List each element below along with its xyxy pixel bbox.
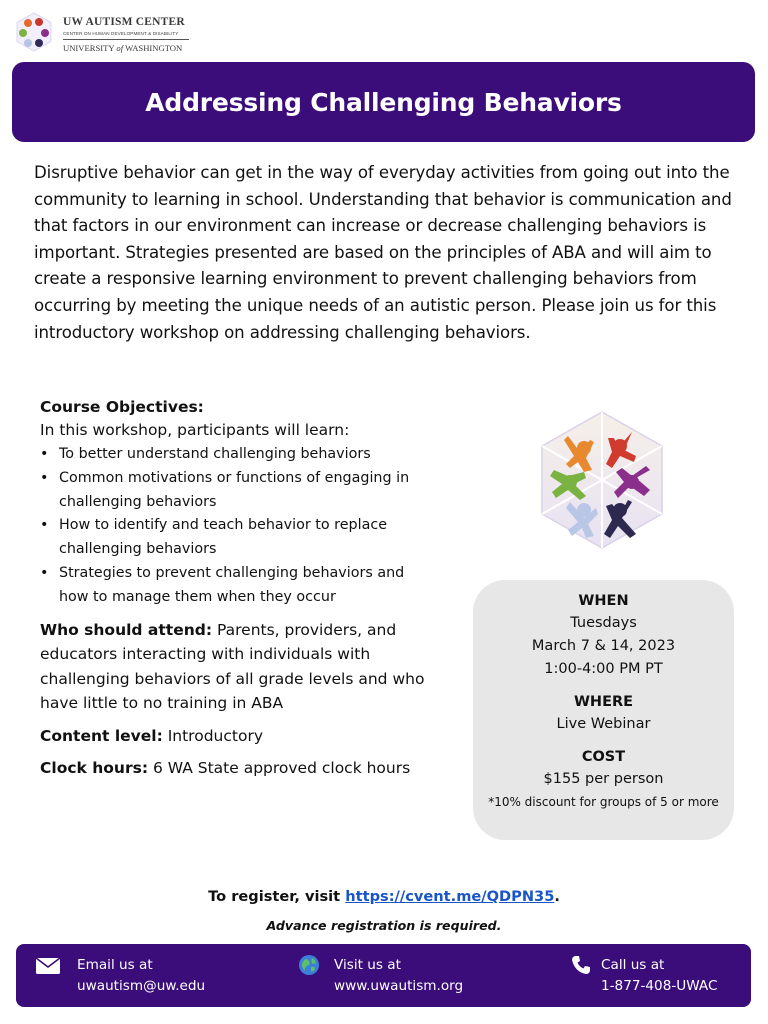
logo-university: UNIVERSITY of WASHINGTON (63, 43, 183, 53)
cost-note: *10% discount for groups of 5 or more (488, 795, 719, 809)
uw-autism-center-logo (14, 10, 184, 54)
hexagon-logo-icon (540, 410, 664, 550)
clock-hours: Clock hours: 6 WA State approved clock hours (40, 759, 411, 778)
globe-icon (298, 954, 320, 976)
course-info (40, 398, 430, 789)
email-icon (35, 957, 61, 975)
objectives-heading: Course Objectives: (40, 398, 204, 416)
when-day: Tuesdays (570, 615, 637, 631)
phone-icon (571, 955, 591, 975)
email-value[interactable]: uwautism@uw.edu (77, 978, 206, 994)
cost-heading: COST (581, 749, 626, 765)
intro-paragraph: Disruptive behavior can get in the way of everyday activities from going out into the community to learning in school. Understanding that behavior is communication and that factors in our environment can increase or decrease challenging behaviors is important. Strategies presented are based on the principles of ABA and will aim to create a responsive learning environment to prevent challenging behaviors from occurring by meeting the unique needs of an autistic person. Please join us for this introductory workshop on addressing challenging behaviors. (34, 163, 732, 342)
web-contact[interactable] (334, 955, 463, 997)
event-details-card (473, 580, 734, 840)
register-link[interactable]: https://cvent.me/QDPN35 (345, 888, 555, 905)
when-heading: WHEN (578, 593, 629, 609)
content-level: Content level: Introductory (40, 726, 263, 745)
when-dates: March 7 & 14, 2023 (531, 638, 676, 654)
list-item: • To better understand challenging behaviors (40, 443, 430, 467)
page-title: Addressing Challenging Behaviors (145, 87, 622, 117)
hexagon-logo-icon (14, 12, 54, 52)
list-item: • How to identify and teach behavior to replace challenging behaviors (40, 514, 430, 562)
where-heading: WHERE (573, 694, 634, 710)
phone-label: Call us at (601, 957, 665, 973)
who-should-attend: Who should attend: Parents, providers, and educators interacting with individuals with challenging behaviors of all grade levels and who have little to no training in ABA (40, 620, 425, 713)
phone-contact[interactable] (601, 955, 717, 997)
registration-note: Advance registration is required. (266, 918, 502, 933)
email-contact[interactable] (77, 955, 205, 997)
cost-value: $155 per person (543, 771, 664, 787)
logo-subtitle: CENTER ON HUMAN DEVELOPMENT & DISABILITY (63, 31, 179, 36)
where-value: Live Webinar (556, 716, 651, 732)
phone-value[interactable]: 1-877-408-UWAC (601, 978, 718, 994)
contact-footer (16, 944, 751, 1007)
list-item: • Strategies to prevent challenging behaviors and how to manage them when they occur (40, 562, 430, 610)
web-label: Visit us at (334, 957, 401, 973)
when-time: 1:00-4:00 PM PT (544, 661, 663, 677)
email-label: Email us at (77, 957, 153, 973)
logo-title: UW AUTISM CENTER (63, 16, 185, 28)
logo-divider (63, 39, 189, 40)
register-line: To register, visit https://cvent.me/QDPN35. (208, 888, 560, 905)
title-banner (12, 62, 755, 142)
list-item: • Common motivations or functions of engaging in challenging behaviors (40, 467, 430, 515)
objectives-list (40, 443, 430, 610)
objectives-subheading: In this workshop, participants will learn: (40, 421, 350, 439)
web-value[interactable]: www.uwautism.org (334, 978, 464, 994)
